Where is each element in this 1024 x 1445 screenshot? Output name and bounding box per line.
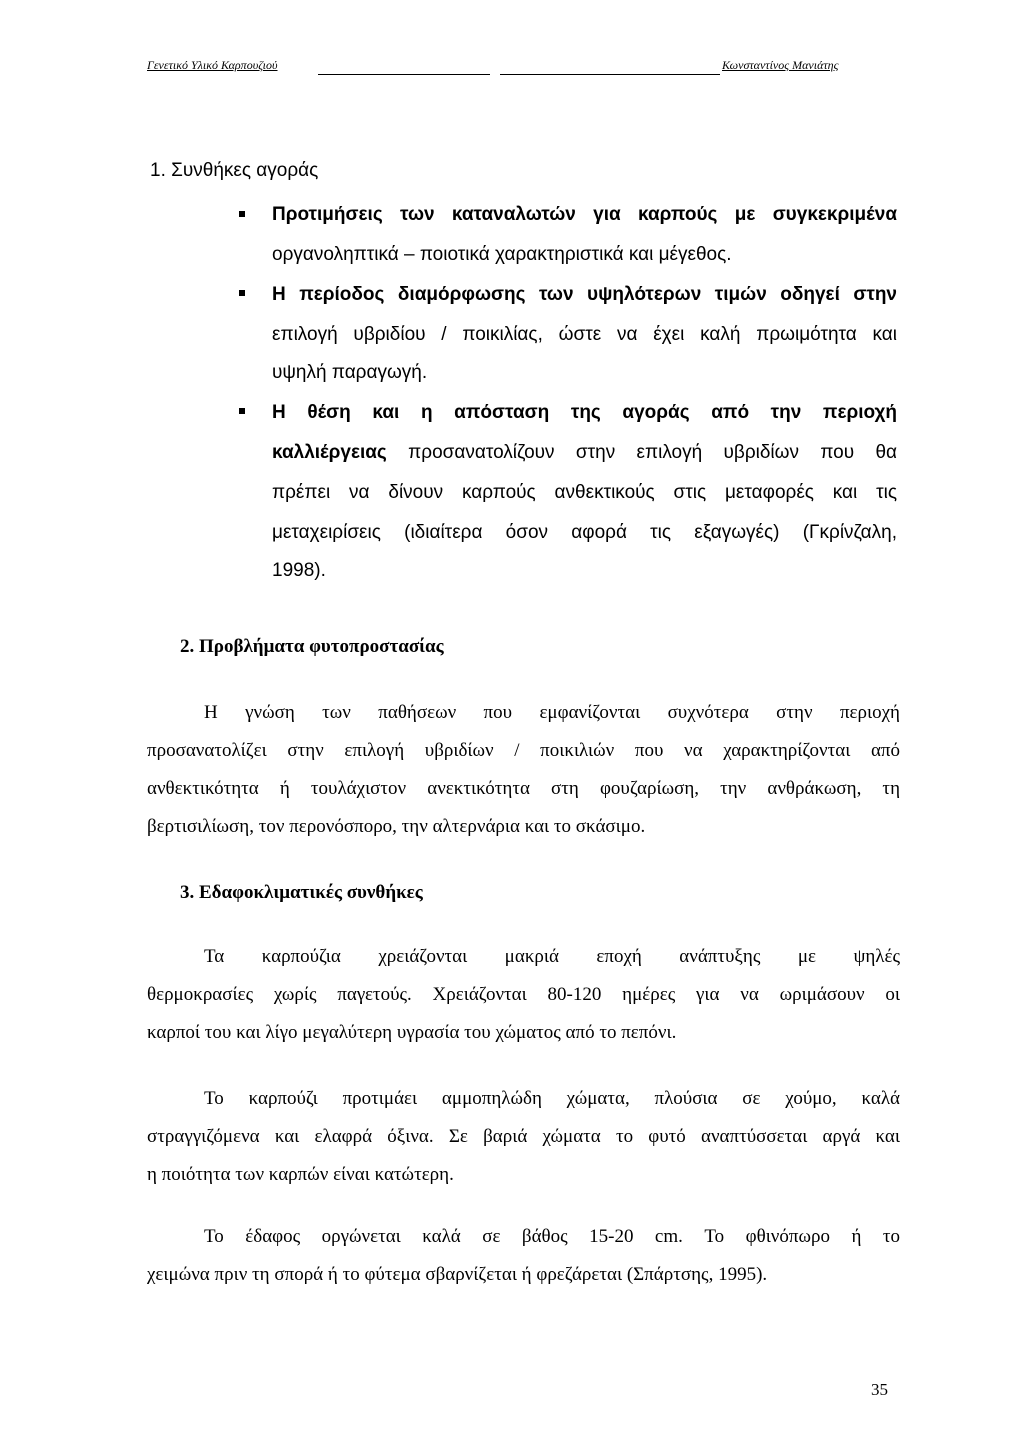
bullet-text: πρέπει να δίνουν καρπούς ανθεκτικούς στις μεταφορές και τις xyxy=(272,482,897,503)
paragraph-line: η ποιότητα των καρπών είναι κατώτερη. xyxy=(147,1164,454,1185)
paragraph-line: στραγγιζόμενα και ελαφρά όξινα. Σε βαριά χώματα το φυτό αναπτύσσεται αργά και xyxy=(147,1126,900,1147)
paragraph-line: θερμοκρασίες χωρίς παγετούς. Χρειάζονται 80-120 ημέρες για να ωριμάσουν οι xyxy=(147,984,900,1005)
paragraph-line: Τα καρπούζια χρειάζονται μακριά εποχή ανάπτυξης με ψηλές xyxy=(204,946,900,967)
bullet-icon xyxy=(239,290,245,296)
bullet-text: Η περίοδος διαμόρφωσης των υψηλότερων τιμών οδηγεί στην xyxy=(272,284,897,305)
bullet-icon xyxy=(239,211,245,217)
header-rule xyxy=(318,74,490,75)
bullet-text: οργανοληπτικά – ποιοτικά χαρακτηριστικά και μέγεθος. xyxy=(272,244,732,265)
bullet-text: καλλιέργειας προσανατολίζουν στην επιλογή υβριδίων που θα xyxy=(272,442,898,463)
page-number: 35 xyxy=(871,1380,888,1399)
bullet-text: Προτιμήσεις των καταναλωτών για καρπούς με συγκεκριμένα xyxy=(272,204,897,225)
paragraph-line: ανθεκτικότητα ή τουλάχιστον ανεκτικότητα στη φουζαρίωση, την ανθράκωση, τη xyxy=(147,778,900,799)
paragraph-line: Το καρπούζι προτιμάει αμμοπηλώδη χώματα, πλούσια σε χούμο, καλά xyxy=(204,1088,900,1109)
bullet-icon xyxy=(239,408,245,414)
paragraph-line: προσανατολίζει στην επιλογή υβριδίων / ποικιλιών που να χαρακτηρίζονται από xyxy=(147,740,900,761)
paragraph-line: καρποί του και λίγο μεγαλύτερη υγρασία του χώματος από το πεπόνι. xyxy=(147,1022,677,1043)
bullet-text: επιλογή υβριδίου / ποικιλίας, ώστε να έχει καλή πρωιμότητα και xyxy=(272,324,897,345)
section-heading: 2. Προβλήματα φυτοπροστασίας xyxy=(180,636,444,657)
bullet-text: 1998). xyxy=(272,560,326,581)
paragraph-line: βερτισιλίωση, τον περονόσπορο, την αλτερνάρια και το σκάσιμο. xyxy=(147,816,646,837)
bullet-text: υψηλή παραγωγή. xyxy=(272,362,428,383)
header-left: Γενετικό Υλικό Καρπουζιού xyxy=(147,58,278,72)
bullet-text: Η θέση και η απόσταση της αγοράς από την περιοχή xyxy=(272,402,897,423)
paragraph-line: Η γνώση των παθήσεων που εμφανίζονται συχνότερα στην περιοχή xyxy=(204,702,900,723)
header-right: Κωνσταντίνος Μανιάτης xyxy=(722,58,839,72)
paragraph-line: Το έδαφος οργώνεται καλά σε βάθος 15-20 cm. Το φθινόπωρο ή το xyxy=(204,1226,900,1247)
paragraph-line: χειμώνα πριν τη σπορά ή το φύτεμα σβαρνίζεται ή φρεζάρεται (Σπάρτσης, 1995). xyxy=(147,1264,768,1285)
header-rule xyxy=(500,74,720,75)
section-heading: 3. Εδαφοκλιματικές συνθήκες xyxy=(180,882,423,903)
bullet-text: μεταχειρίσεις (ιδιαίτερα όσον αφορά τις εξαγωγές) (Γκρίνζαλη, xyxy=(272,522,897,543)
section-heading: 1. Συνθήκες αγοράς xyxy=(150,160,319,181)
